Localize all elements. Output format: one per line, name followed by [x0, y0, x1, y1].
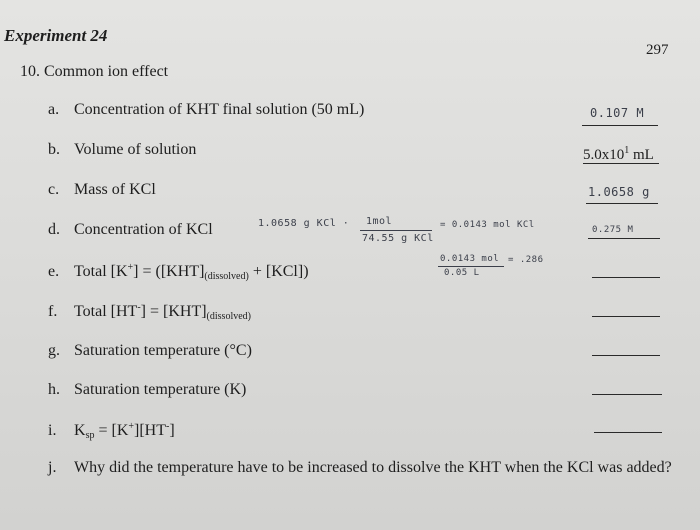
- item-text: Concentration of KHT final solution (50 mL): [74, 101, 365, 118]
- answer-line-h: [592, 394, 662, 395]
- item-text-end: ]: [169, 422, 175, 439]
- answer-line-c: [586, 203, 658, 204]
- item-text-post2: ][HT: [134, 422, 166, 439]
- item-text-sup: +: [127, 262, 134, 273]
- item-letter: c.: [48, 181, 60, 198]
- handwritten-fraction-bar: [360, 230, 432, 231]
- question-title: 10. Common ion effect: [20, 63, 169, 80]
- item-text-mid: ] = [KHT]: [140, 303, 207, 320]
- item-text-sup1: +: [128, 421, 135, 432]
- item-letter: h.: [48, 381, 60, 398]
- item-text-sup2: -: [166, 421, 170, 432]
- item-c: [48, 181, 156, 199]
- item-j: [48, 458, 698, 478]
- handwritten-mol-kcl: = 0.0143 mol KCl: [440, 220, 535, 230]
- item-text-post: = [K: [94, 422, 129, 439]
- item-text: Total [HT: [74, 303, 138, 320]
- item-e: [48, 262, 309, 282]
- item-letter: b.: [48, 141, 60, 158]
- item-i: [48, 421, 175, 441]
- answer-b-unit: mL: [629, 147, 654, 163]
- experiment-title: Experiment 24: [4, 26, 108, 45]
- answer-d: 0.275 M: [592, 225, 634, 235]
- item-text-mid: ] = ([KHT]: [133, 263, 205, 280]
- item-text: Total [K: [74, 263, 128, 280]
- item-text: Mass of KCl: [74, 181, 156, 198]
- item-h: [48, 381, 246, 399]
- answer-a: 0.107 M: [590, 106, 645, 120]
- answer-line-g: [592, 355, 660, 356]
- item-text-sub: sp: [85, 430, 95, 441]
- item-text-sub: (dissolved): [206, 311, 251, 322]
- item-text-sup: -: [137, 302, 141, 313]
- handwritten-molar-mass: 74.55 g KCl: [362, 233, 434, 244]
- item-letter: e.: [48, 263, 60, 280]
- answer-line-b: [583, 163, 659, 164]
- answer-b: [583, 145, 654, 164]
- handwritten-mol-numerator-e: 0.0143 mol: [440, 254, 500, 264]
- item-a: [48, 101, 364, 119]
- item-letter: j.: [48, 459, 57, 476]
- answer-line-d: [588, 238, 660, 239]
- handwritten-mol-numerator: 1mol: [366, 216, 393, 227]
- answer-b-exponent: 1: [624, 145, 630, 156]
- item-letter: a.: [48, 101, 60, 118]
- item-text: K: [74, 422, 86, 439]
- item-g: [48, 342, 252, 360]
- page-number: 297: [646, 42, 669, 58]
- answer-line-a: [582, 125, 658, 126]
- item-letter: i.: [48, 422, 57, 439]
- item-text: Why did the temperature have to be increased to dissolve the KHT when the KCl was added?: [74, 459, 672, 476]
- handwritten-result-e: = .286: [508, 255, 544, 265]
- item-letter: d.: [48, 221, 60, 238]
- item-text: Volume of solution: [74, 141, 197, 158]
- item-d: [48, 221, 213, 239]
- answer-line-e: [592, 277, 660, 278]
- item-text: Saturation temperature (K): [74, 381, 247, 398]
- handwritten-mass-kcl: 1.0658 g KCl ·: [258, 218, 350, 229]
- item-text-post: + [KCl]): [248, 263, 309, 280]
- item-letter: g.: [48, 342, 60, 359]
- item-letter: f.: [48, 303, 58, 320]
- item-text: Saturation temperature (°C): [74, 342, 252, 359]
- item-text: Concentration of KCl: [74, 221, 213, 238]
- answer-c: 1.0658 g: [588, 185, 650, 199]
- answer-line-f: [592, 316, 660, 317]
- handwritten-volume-e: 0.05 L: [444, 268, 480, 278]
- answer-b-mantissa: 5.0x10: [583, 147, 625, 163]
- item-b: [48, 141, 196, 159]
- item-text-sub: (dissolved): [204, 271, 249, 282]
- item-f: [48, 302, 251, 322]
- handwritten-fraction-bar-e: [438, 266, 504, 267]
- answer-line-i: [594, 432, 662, 433]
